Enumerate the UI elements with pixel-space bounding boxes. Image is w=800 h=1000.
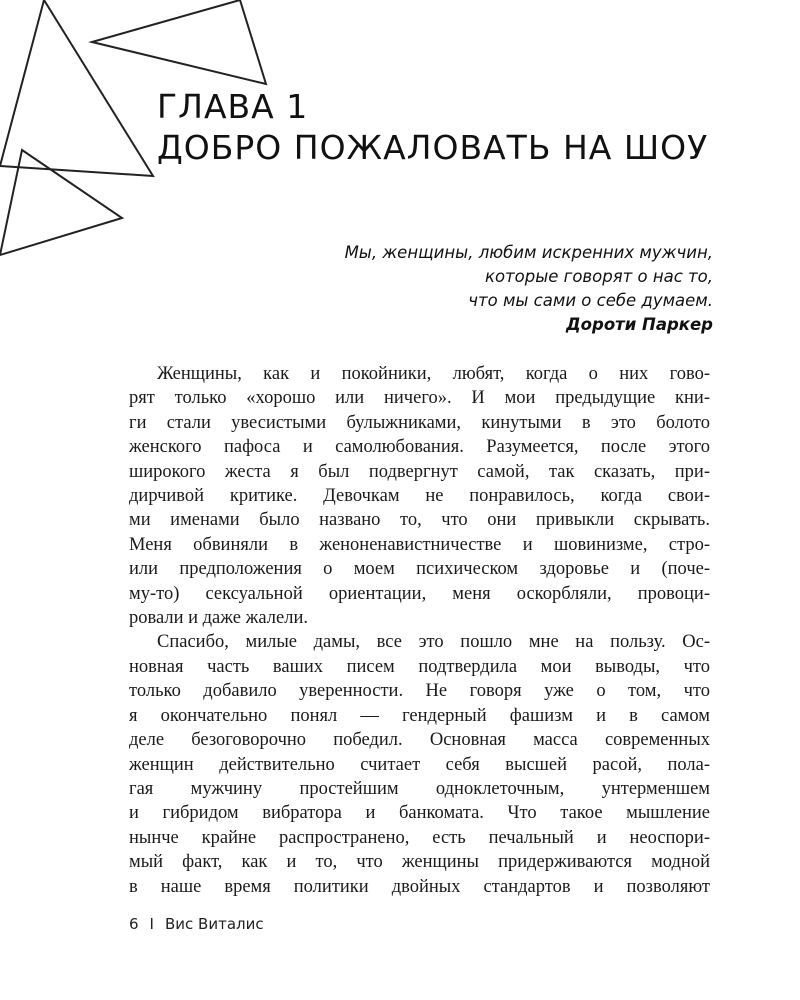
epigraph-author: Дороти Паркер: [565, 315, 713, 334]
footer-separator: I: [149, 915, 154, 933]
chapter-heading: [157, 86, 708, 168]
paragraph-line: женщин действительно считает себя высшей расой, пола-: [129, 754, 710, 775]
paragraph-line: му-то) сексуальной ориентации, меня оскорбляли, провоци-: [129, 583, 710, 604]
paragraph-line: только добавило уверенности. Не говоря уже о том, что: [129, 681, 710, 702]
paragraph-line: гая мужчину простейшим одноклеточным, унтерменшем: [129, 778, 710, 799]
paragraph-line: женского пафоса и самолюбования. Разумеется, после этого: [129, 437, 710, 458]
paragraph-line: деле безоговорочно победил. Основная масса современных: [129, 730, 710, 751]
paragraph-line: Женщины, как и покойники, любят, когда о них гово-: [157, 364, 710, 384]
paragraph-line: Спасибо, милые дамы, все это пошло мне на пользу. Ос-: [157, 632, 710, 653]
page-number: 6: [129, 915, 139, 933]
epigraph-line: которые говорят о нас то,: [484, 267, 713, 286]
paragraph-line: мый факт, как и то, что женщины придерживаются модной: [129, 852, 710, 873]
epigraph: [345, 241, 713, 337]
triangle-top: [92, 0, 266, 84]
paragraph-line: дирчивой критике. Девочкам не понравилось, когда свои-: [129, 486, 710, 507]
paragraph-line: в наше время политики двойных стандартов и позволяют: [129, 876, 710, 897]
triangle-bottom: [0, 150, 122, 255]
paragraph-line: ми именами было названо то, что они привыкли скрывать.: [129, 510, 710, 531]
page-footer: [129, 915, 264, 933]
paragraph-line: ги стали увесистыми булыжниками, кинутыми в это болото: [129, 412, 710, 433]
paragraph-line: нынче крайне распространено, есть печальный и неоспори-: [129, 827, 710, 848]
paragraph-line: широкого жеста я был подвергнут самой, так сказать, при-: [129, 461, 710, 482]
chapter-label: ГЛАВА 1: [157, 87, 309, 126]
footer-author: Вис Виталис: [164, 915, 264, 933]
paragraph-line: рят только «хорошо или ничего». И мои предыдущие кни-: [129, 388, 710, 409]
body-text: [129, 362, 710, 899]
epigraph-line: Мы, женщины, любим искренних мужчин,: [344, 243, 713, 262]
paragraph-line: или предположения о моем психическом здоровье и (поче-: [129, 559, 710, 580]
epigraph-line: что мы сами о себе думаем.: [468, 291, 713, 310]
paragraph-line: новная часть ваших писем подтвердила мои выводы, что: [129, 656, 710, 677]
paragraph-line: ровали и даже жалели.: [129, 608, 309, 629]
paragraph-line: Меня обвиняли в женоненавистничестве и шовинизме, стро-: [129, 534, 710, 555]
chapter-title: ДОБРО ПОЖАЛОВАТЬ НА ШОУ: [157, 128, 709, 167]
paragraph-line: я окончательно понял — гендерный фашизм и в самом: [129, 705, 710, 726]
paragraph-line: и гибридом вибратора и банкомата. Что такое мышление: [129, 803, 710, 824]
